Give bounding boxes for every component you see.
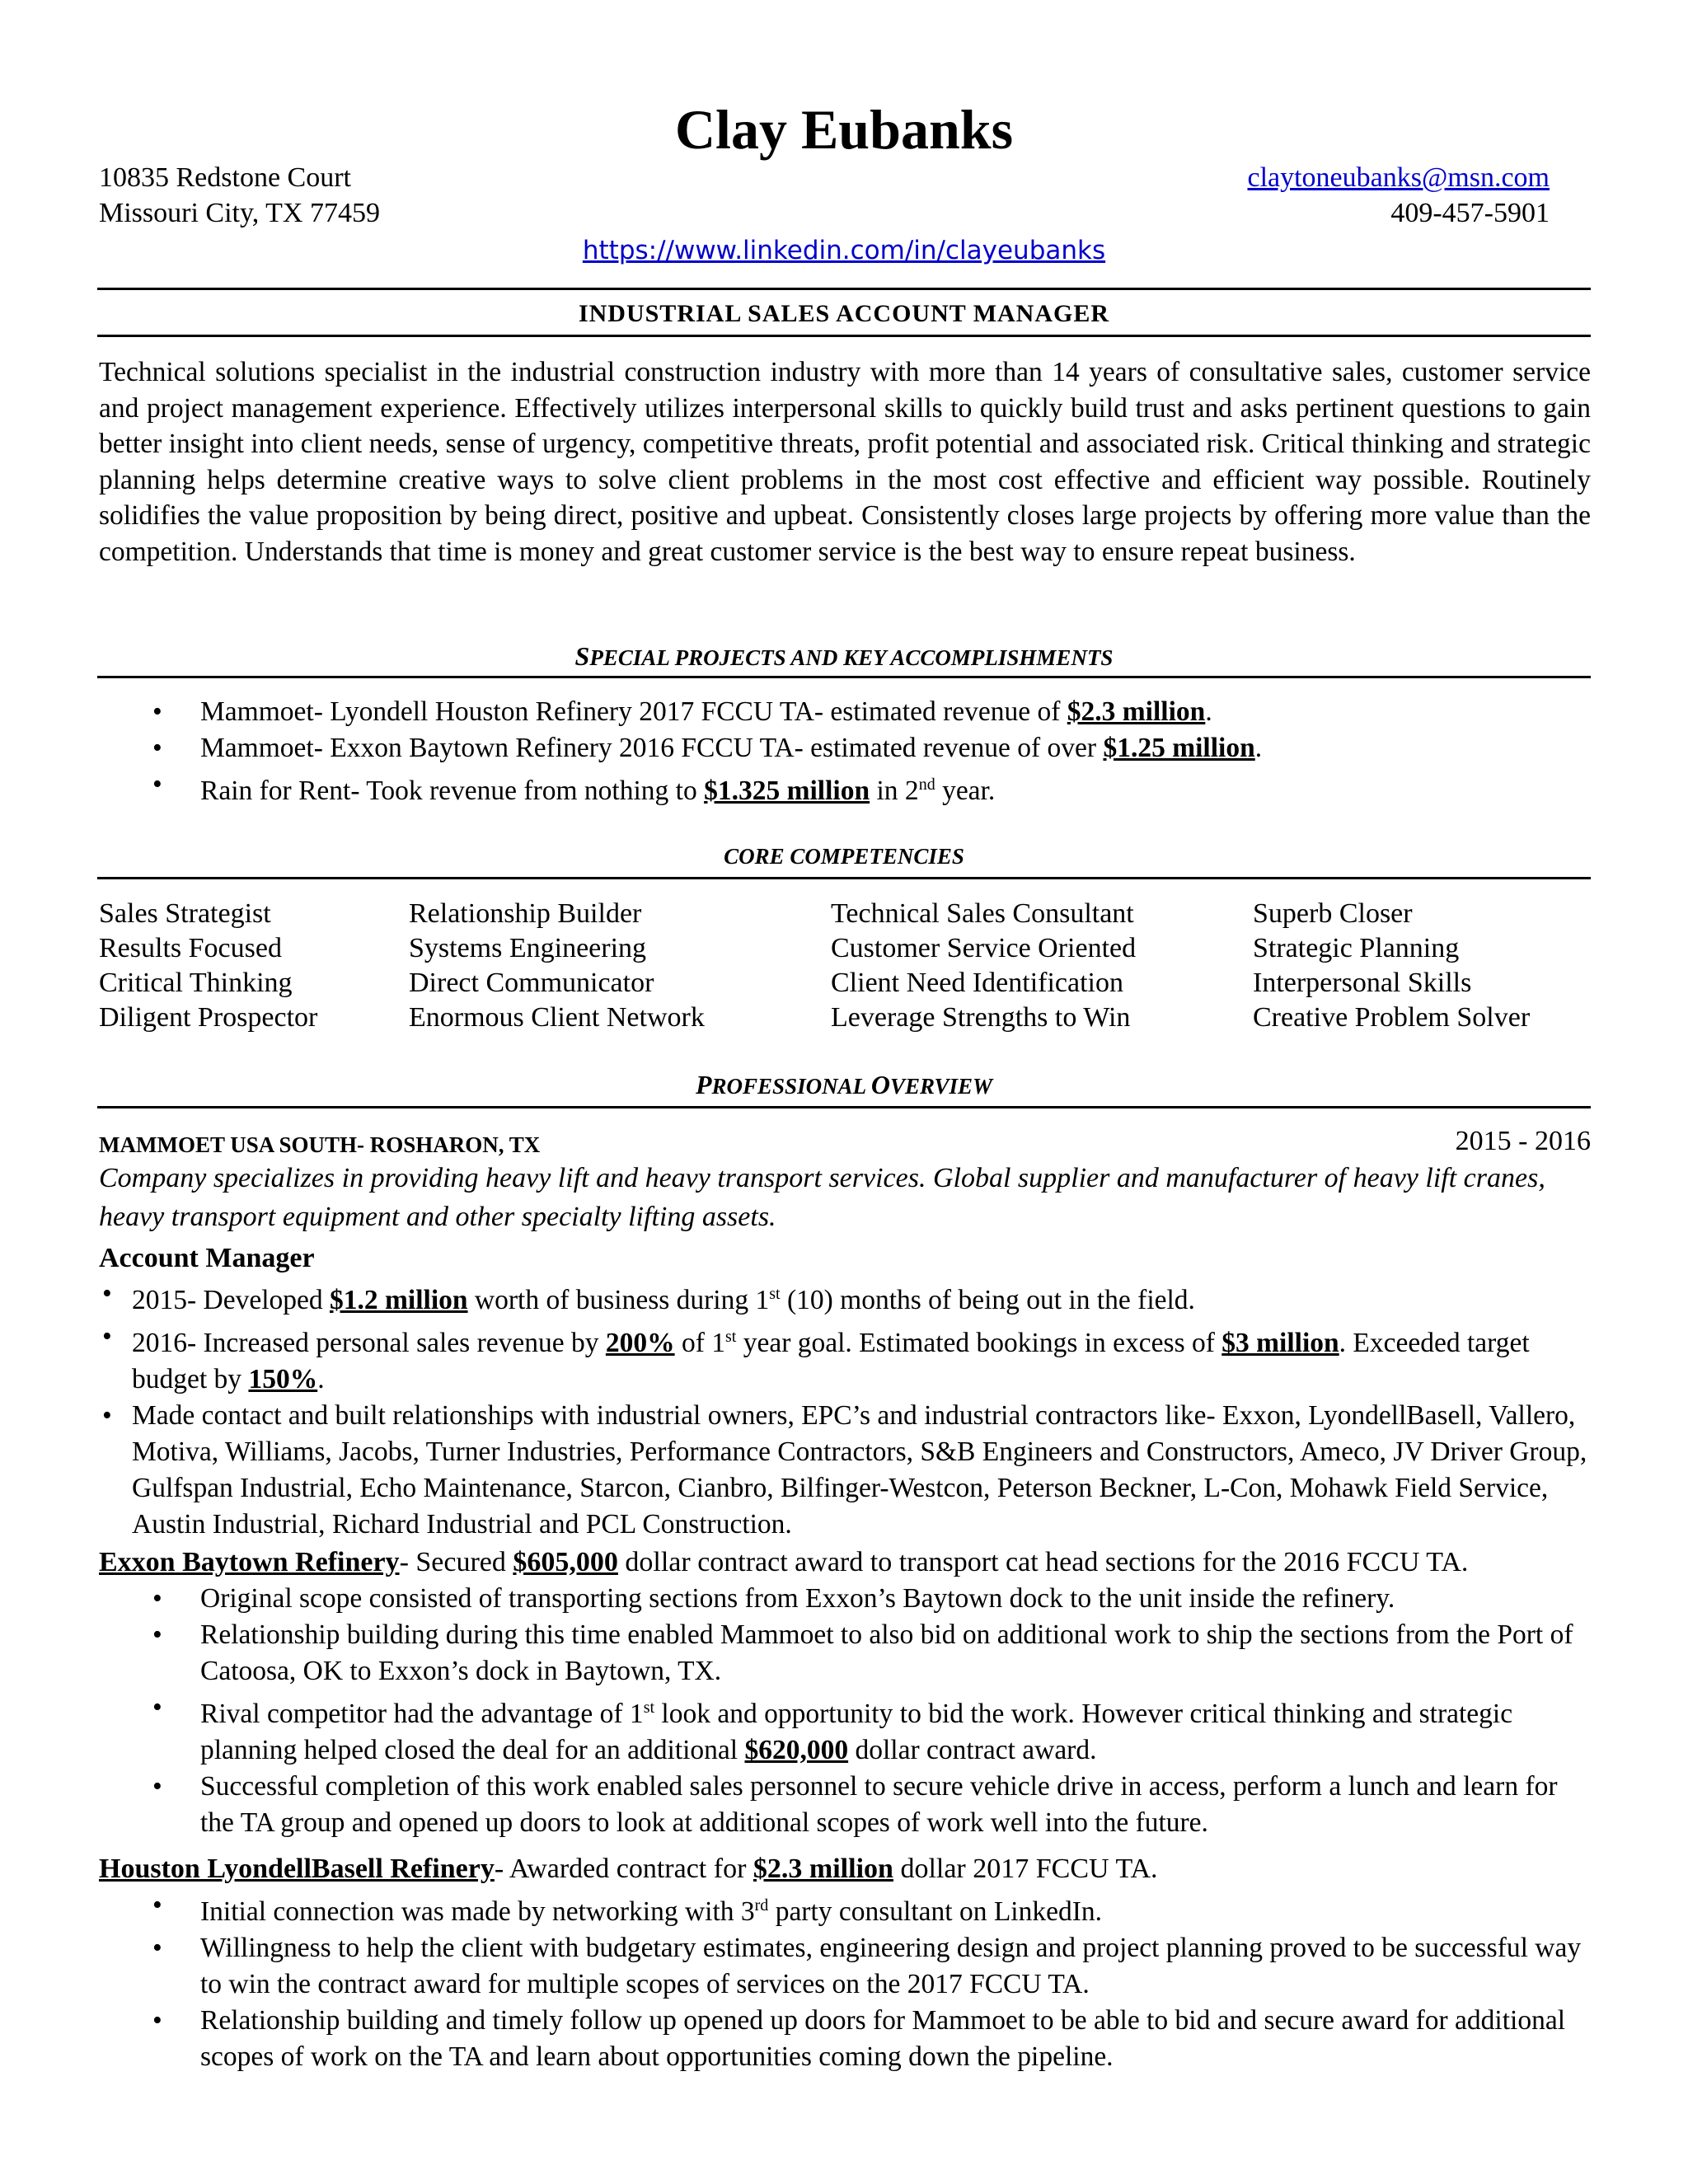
- competency-item: Customer Service Oriented: [831, 933, 1137, 963]
- list-item: • Willingness to help the client with budgetary estimates, engineering design and project planning proved to be successful way to win the contract award for multiple scopes of services on the 2017 FCCU TA.: [99, 1930, 1591, 2003]
- email-link[interactable]: claytoneubanks@msn.com: [1247, 162, 1550, 193]
- competency-item: Results Focused: [99, 933, 282, 963]
- list-item: • Mammoet- Exxon Baytown Refinery 2016 FCCU TA- estimated revenue of over $1.25 million.: [99, 730, 1591, 766]
- list-item: • Original scope consisted of transporting sections from Exxon’s Baytown dock to the unit inside the refinery.: [99, 1581, 1591, 1617]
- accomplishments-list: [99, 694, 1591, 809]
- list-item: • Made contact and built relationships with industrial owners, EPC’s and industrial contractors like- Exxon, LyondellBasell, Vallero, Motiva, Williams, Jacobs, Turner Industries, Performance Contractors, S&B Engineers and Constructors, Ameco, JV Driver Group, Gulfspan Industrial, Echo Maintenance, Starcon, Cianbro, Bilfinger-Westcon, Peterson Beckner, L-Con, Mohawk Field Service, Austin Industrial, Richard Industrial and PCL Construction.: [99, 1398, 1591, 1543]
- competencies-heading: CORE COMPETENCIES: [724, 844, 964, 869]
- divider: [97, 288, 1591, 290]
- exxon-project-lead: Exxon Baytown Refinery- Secured $605,000 dollar contract award to transport cat head sections for the 2016 FCCU TA.: [99, 1547, 1469, 1577]
- linkedin-link[interactable]: https://www.linkedin.com/in/clayeubanks: [582, 236, 1106, 265]
- company-description: Company specializes in providing heavy lift and heavy transport services. Global supplier and manufacturer of heavy lift cranes, heavy transport equipment and other specialty lifting assets.: [99, 1163, 1545, 1232]
- exxon-project-list: [99, 1581, 1591, 1841]
- list-item: • Rival competitor had the advantage of 1st look and opportunity to bid the work. However critical thinking and strategic planning helped closed the deal for an additional $620,000 dollar contract award.: [99, 1690, 1591, 1769]
- competency-item: Superb Closer: [1253, 898, 1413, 929]
- competency-item: Direct Communicator: [409, 968, 654, 998]
- competency-item: Leverage Strengths to Win: [831, 1002, 1131, 1033]
- role-title: Account Manager: [99, 1243, 315, 1273]
- employment-dates: 2015 - 2016: [1455, 1126, 1591, 1156]
- summary-paragraph: Technical solutions specialist in the industrial construction industry with more than 14 years of consultative sales, customer service and project management experience. Effectively utilizes interpersonal skills to quickly build trust and asks pertinent questions to gain better insight into client needs, sense of urgency, competitive threats, profit potential and associated risk. Critical thinking and strategic planning helps determine creative ways to solve client problems in the most cost effective and efficient way possible. Routinely solidifies the value proposition by being direct, positive and upbeat. Consistently closes large projects by offering more value than the competition. Understands that time is money and great customer service is the best way to ensure repeat business.: [99, 357, 1591, 567]
- competency-item: Enormous Client Network: [409, 1002, 705, 1033]
- divider: [97, 1106, 1591, 1108]
- overview-heading: PROFESSIONAL OVERVIEW: [695, 1070, 993, 1099]
- competency-item: Critical Thinking: [99, 968, 293, 998]
- competency-item: Creative Problem Solver: [1253, 1002, 1531, 1033]
- competency-item: Strategic Planning: [1253, 933, 1460, 963]
- divider: [97, 676, 1591, 678]
- competency-item: Sales Strategist: [99, 898, 271, 929]
- list-item: • Relationship building and timely follow up opened up doors for Mammoet to be able to bid and secure award for additional scopes of work on the TA and learn about opportunities coming down the pipeline.: [99, 2003, 1591, 2075]
- phone-number: 409-457-5901: [1390, 198, 1550, 228]
- competency-column: [409, 897, 705, 1035]
- divider: [97, 877, 1591, 879]
- list-item: • Initial connection was made by networking with 3rd party consultant on LinkedIn.: [99, 1887, 1591, 1930]
- role-achievements: [99, 1276, 1591, 1543]
- list-item: • Mammoet- Lyondell Houston Refinery 2017 FCCU TA- estimated revenue of $2.3 million.: [99, 694, 1591, 730]
- city-state-zip: Missouri City, TX 77459: [99, 198, 380, 228]
- competency-item: Systems Engineering: [409, 933, 647, 963]
- job-title: INDUSTRIAL SALES ACCOUNT MANAGER: [578, 300, 1110, 327]
- competency-item: Interpersonal Skills: [1253, 968, 1472, 998]
- street-address: 10835 Redstone Court: [99, 162, 351, 193]
- list-item: • Successful completion of this work enabled sales personnel to secure vehicle drive in access, perform a lunch and learn for the TA group and opened up doors to look at additional scopes of work well into the future.: [99, 1769, 1591, 1841]
- competency-column: [99, 897, 317, 1035]
- company-name: MAMMOET USA SOUTH- ROSHARON, TX: [99, 1132, 541, 1157]
- lyondell-project-list: [99, 1887, 1591, 2075]
- accomplishments-heading: SPECIAL PROJECTS AND KEY ACCOMPLISHMENTS: [574, 641, 1114, 671]
- list-item: • Rain for Rent- Took revenue from nothing to $1.325 million in 2nd year.: [99, 766, 1591, 809]
- competency-item: Diligent Prospector: [99, 1002, 318, 1033]
- list-item: • 2016- Increased personal sales revenue by 200% of 1st year goal. Estimated bookings in excess of $3 million. Exceeded target budget by 150%.: [99, 1319, 1591, 1398]
- resume-name: Clay Eubanks: [674, 98, 1014, 161]
- lyondell-project-lead: Houston LyondellBasell Refinery- Awarded contract for $2.3 million dollar 2017 FCCU TA.: [99, 1854, 1158, 1884]
- competency-item: Relationship Builder: [409, 898, 642, 929]
- competency-column: [1253, 897, 1530, 1035]
- list-item: • 2015- Developed $1.2 million worth of business during 1st (10) months of being out in the field.: [99, 1276, 1591, 1319]
- competency-item: Client Need Identification: [831, 968, 1123, 998]
- list-item: • Relationship building during this time enabled Mammoet to also bid on additional work to ship the sections from the Port of Catoosa, OK to Exxon’s dock in Baytown, TX.: [99, 1617, 1591, 1690]
- divider: [97, 335, 1591, 337]
- competency-column: [831, 897, 1136, 1035]
- competency-item: Technical Sales Consultant: [831, 898, 1134, 929]
